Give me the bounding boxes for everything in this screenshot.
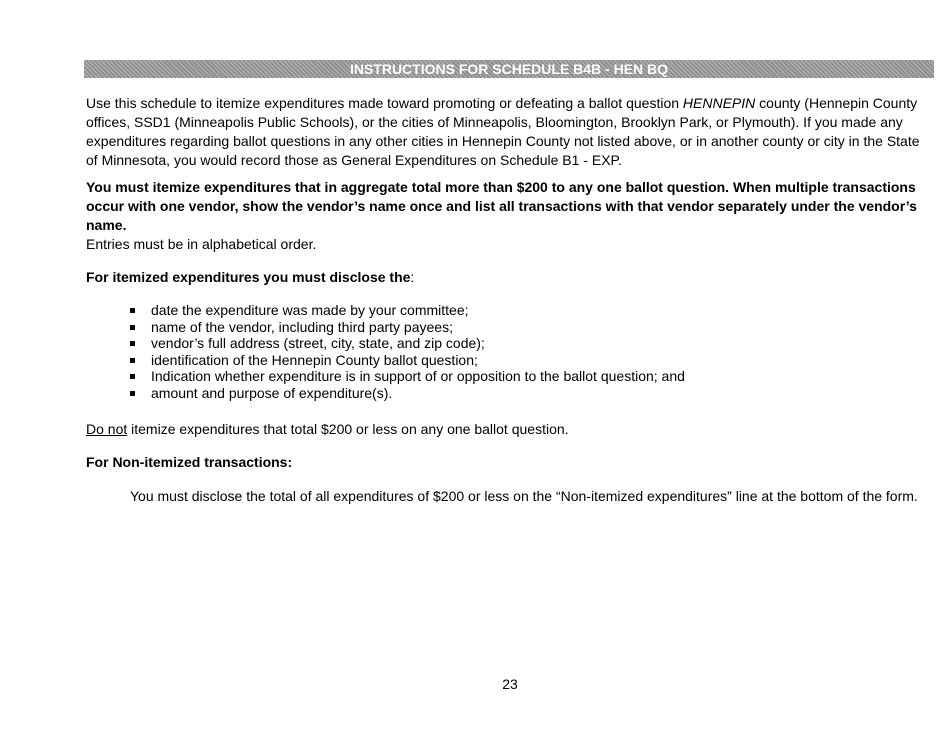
alphabetical-order-note: Entries must be in alphabetical order. — [86, 236, 317, 252]
disclosure-list — [128, 302, 685, 401]
do-not-itemize-paragraph — [86, 420, 934, 439]
intro-paragraph — [86, 94, 934, 170]
list-item — [128, 352, 685, 369]
county-name: HENNEPIN — [682, 95, 756, 111]
square-bullet-icon — [130, 325, 135, 330]
do-not-underlined: Do not — [86, 421, 128, 437]
disclose-heading — [86, 268, 934, 287]
do-not-rest: itemize expenditures that total $200 or less on any one ballot question. — [127, 421, 569, 437]
list-item — [128, 319, 685, 336]
square-bullet-icon — [130, 341, 135, 346]
list-item-text: name of the vendor, including third party payees; — [151, 318, 453, 335]
list-item — [128, 385, 685, 402]
section-header-bar — [84, 60, 934, 78]
square-bullet-icon — [130, 308, 135, 313]
non-itemized-text: You must disclose the total of all expenditures of $200 or less on the “Non-itemized expenditures” line at the bottom of the form. — [130, 488, 918, 504]
list-item — [128, 368, 685, 385]
square-bullet-icon — [130, 391, 135, 396]
list-item — [128, 302, 685, 319]
list-item-text: vendor’s full address (street, city, state, and zip code); — [151, 335, 485, 351]
list-item-text: identification of the Hennepin County ballot question; — [151, 351, 478, 368]
square-bullet-icon — [130, 358, 135, 363]
list-item-text: Indication whether expenditure is in support of or opposition to the ballot question; and — [151, 368, 685, 384]
intro-text-start: Use this schedule to itemize expenditures made toward promoting or defeating a ballot question — [86, 95, 683, 111]
aggregate-rule-paragraph: You must itemize expenditures that in aggregate total more than $200 to any one ballot question. When multiple transactions occur with one vendor, show the vendor’s name once and list all transactions with that vendor separately under the vendor’s name. — [86, 179, 917, 233]
square-bullet-icon — [130, 374, 135, 379]
non-itemized-heading: For Non-itemized transactions: — [86, 454, 293, 470]
intro-text-end: county (Hennepin County offices, SSD1 (Minneapolis Public Schools), or the cities of Minneapolis, Bloomington, Brooklyn Park, or Plymouth). If you made any expenditures regarding ballot questions in any other cities in Hennepin County not listed above, or in another county or city in the State of Minnesota, you would record those as General Expenditures on Schedule B1 - EXP. — [86, 95, 920, 168]
list-item-text: amount and purpose of expenditure(s). — [151, 384, 393, 401]
disclose-heading-colon: : — [410, 269, 415, 285]
page-number: 23 — [502, 676, 518, 692]
list-item-text: date the expenditure was made by your committee; — [151, 302, 469, 318]
section-title: INSTRUCTIONS FOR SCHEDULE B4B - HEN BQ — [349, 61, 669, 77]
list-item — [128, 335, 685, 352]
disclose-heading-text: For itemized expenditures you must disclose the — [86, 269, 411, 285]
